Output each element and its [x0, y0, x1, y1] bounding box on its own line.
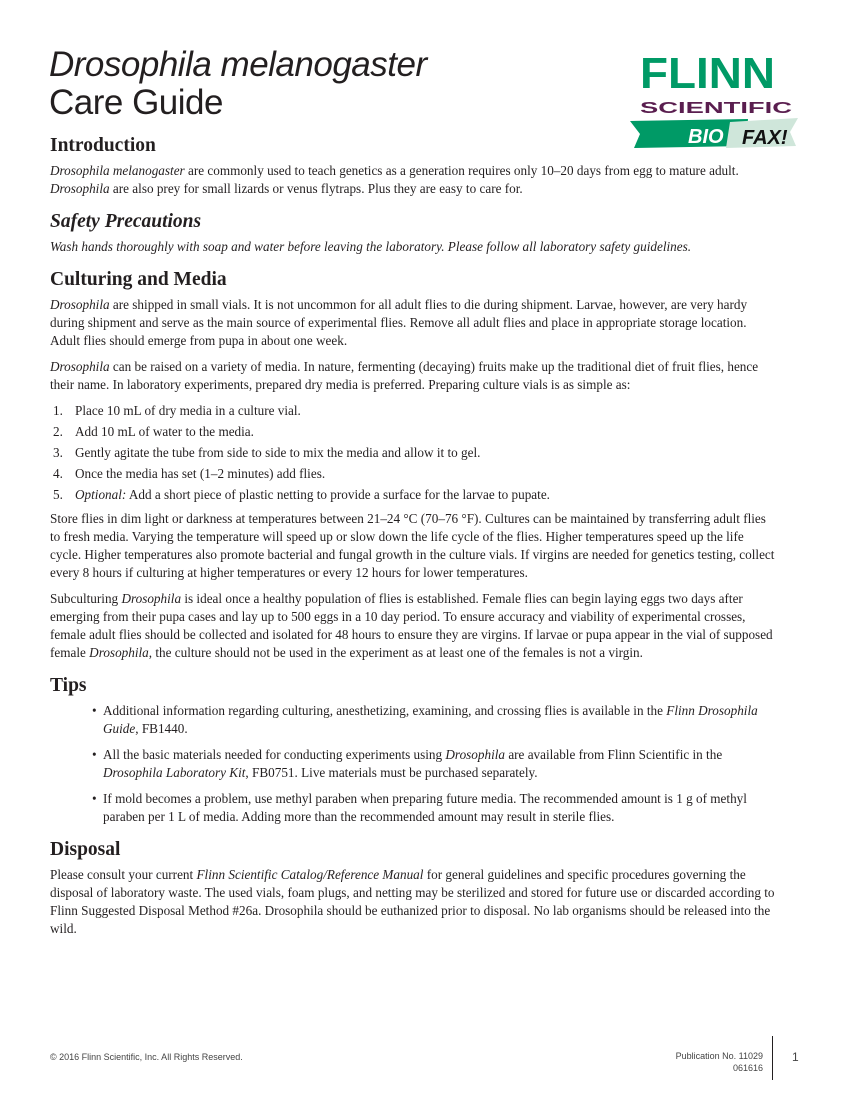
text-run: Subculturing: [50, 591, 122, 606]
paragraph: [50, 238, 778, 256]
publication-code: 061616: [732, 1063, 763, 1073]
text-run: If mold becomes a problem, use methyl paraben when preparing future media. The recommended amount is 1 g of methyl paraben per 1 L of media. Adding more than the recommended amount may result in sterile flies.: [103, 791, 747, 824]
logo-flinn: FLINN: [640, 49, 775, 98]
italic-text: Optional:: [75, 487, 127, 502]
procedure-step: [50, 444, 778, 462]
text-run: are commonly used to teach genetics as a generation requires only 10–20 days from egg to mature adult.: [184, 163, 739, 178]
procedure-step: [50, 423, 778, 441]
page-number: 1: [792, 1050, 799, 1064]
tips-list: [50, 702, 778, 826]
section-heading: Safety Precautions: [50, 211, 202, 232]
text-run: can be raised on a variety of media. In nature, fermenting (decaying) fruits make up the traditional diet of fruit flies, hence their name. In laboratory experiments, prepared dry media is preferred. Preparing culture vials is as simple as:: [50, 359, 759, 392]
section-heading: Introduction: [50, 135, 156, 156]
section-heading: Tips: [50, 675, 87, 696]
procedure-step: [50, 465, 778, 483]
text-run: are available from Flinn Scientific in the: [505, 747, 723, 762]
step-number: 3.: [53, 445, 63, 460]
procedure-steps: [50, 402, 778, 504]
section-disposal: [50, 838, 778, 938]
section-heading: Culturing and Media: [50, 269, 227, 290]
paragraph: [50, 866, 778, 938]
procedure-step: [50, 402, 778, 420]
text-run: Add 10 mL of water to the media.: [75, 424, 254, 439]
bullet-icon: •: [92, 703, 97, 718]
document-body: [50, 134, 778, 946]
paragraph: [50, 162, 778, 198]
logo-scientific: SCIENTIFIC: [640, 100, 793, 117]
italic-text: Flinn Scientific Catalog/Reference Manual: [196, 867, 424, 882]
text-run: , FB1440.: [135, 721, 188, 736]
italic-text: Flinn Drosophila Guide: [103, 703, 758, 736]
italic-text: Drosophila: [50, 181, 110, 196]
section-introduction: [50, 134, 778, 198]
italic-text: Wash hands thoroughly with soap and water before leaving the laboratory. Please follow all laboratory safety guidelines.: [50, 239, 692, 254]
text-run: Please consult your current: [50, 867, 197, 882]
publication-number: Publication No. 11029: [675, 1051, 763, 1061]
logo-fax: FAX!: [742, 127, 788, 149]
text-run: are also prey for small lizards or venus flytraps. Plus they are easy to care for.: [109, 181, 523, 196]
paragraph: [50, 590, 778, 662]
italic-text: Drosophila: [50, 297, 110, 312]
section-safety-precautions: [50, 210, 778, 256]
section-heading: Disposal: [50, 839, 121, 860]
publication-info: [676, 1050, 763, 1074]
text-run: is ideal once a healthy population of flies is established. Female flies can begin laying eggs two days after emerging from their pupa cases and lay up to 500 eggs in a 10 day period. To ensure accuracy and viability of experimental crosses, female adult flies should be collected and isolated for 48 hours to ensure they are virgins. If larvae or pupa appear in the vial of supposed female: [50, 591, 773, 660]
italic-text: Drosophila Laboratory Kit: [103, 765, 246, 780]
text-run: Add a short piece of plastic netting to provide a surface for the larvae to pupate.: [126, 487, 550, 502]
section-culturing-and-media: [50, 268, 778, 662]
paragraph: [50, 358, 778, 394]
paragraph: [50, 510, 778, 582]
title-care-guide: Care Guide: [49, 83, 223, 122]
step-number: 1.: [53, 403, 63, 418]
bullet-icon: •: [92, 791, 97, 806]
text-run: Additional information regarding culturing, anesthetizing, examining, and crossing flies is available in the: [103, 703, 667, 718]
tip-item: [50, 702, 778, 738]
italic-text: Drosophila: [121, 591, 182, 606]
text-run: All the basic materials needed for conducting experiments using: [103, 747, 446, 762]
tip-item: [50, 790, 778, 826]
text-run: Store flies in dim light or darkness at temperatures between 21–24 °C (70–76 °F). Cultures can be maintained by transferring adult flies to fresh media. Varying the temperature will speed up or slow down the life cycle of the flies. Higher temperatures speed up the life cycle. Higher temperatures also promote bacterial and fungal growth in the culture vials. If virgins are needed for genetics testing, collect every 8 hours if culturing at higher temperatures or every 12 hours for lower temperatures.: [50, 511, 775, 580]
procedure-step: [50, 486, 778, 504]
document-title: [49, 46, 427, 122]
text-run: , the culture should not be used in the experiment as at least one of the females is not a virgin.: [148, 645, 643, 660]
text-run: Gently agitate the tube from side to side to mix the media and allow it to gel.: [75, 445, 481, 460]
tip-item: [50, 746, 778, 782]
text-run: are shipped in small vials. It is not uncommon for all adult flies to die during shipment. Larvae, however, are very hardy during shipment and serve as the main source of experimental flies. Remove all adult flies and place in appropriate storage location. Adult flies should emerge from pupa in about one week.: [50, 297, 748, 348]
footer-divider: [772, 1036, 773, 1080]
logo-bio: BIO: [688, 126, 724, 148]
step-number: 4.: [53, 466, 63, 481]
italic-text: Drosophila: [445, 747, 506, 762]
text-run: for general guidelines and specific procedures governing the disposal of laboratory waste. The used vials, foam plugs, and netting may be sterilized and stored for future use or discarded according to Flinn Suggested Disposal Method #26a. Drosophila should be euthanized prior to disposal. No lab organisms should be released into the wild.: [50, 867, 775, 936]
text-run: , FB0751. Live materials must be purchased separately.: [245, 765, 538, 780]
text-run: Once the media has set (1–2 minutes) add flies.: [75, 466, 326, 481]
paragraph: [50, 296, 778, 350]
text-run: Place 10 mL of dry media in a culture vial.: [75, 403, 301, 418]
section-tips: [50, 674, 778, 826]
italic-text: Drosophila: [89, 645, 149, 660]
italic-text: Drosophila: [50, 359, 110, 374]
title-species: Drosophila melanogaster: [49, 45, 427, 84]
bullet-icon: •: [92, 747, 97, 762]
copyright: © 2016 Flinn Scientific, Inc. All Rights Reserved.: [50, 1052, 243, 1062]
step-number: 2.: [53, 424, 63, 439]
step-number: 5.: [53, 487, 63, 502]
italic-text: Drosophila melanogaster: [50, 163, 185, 178]
